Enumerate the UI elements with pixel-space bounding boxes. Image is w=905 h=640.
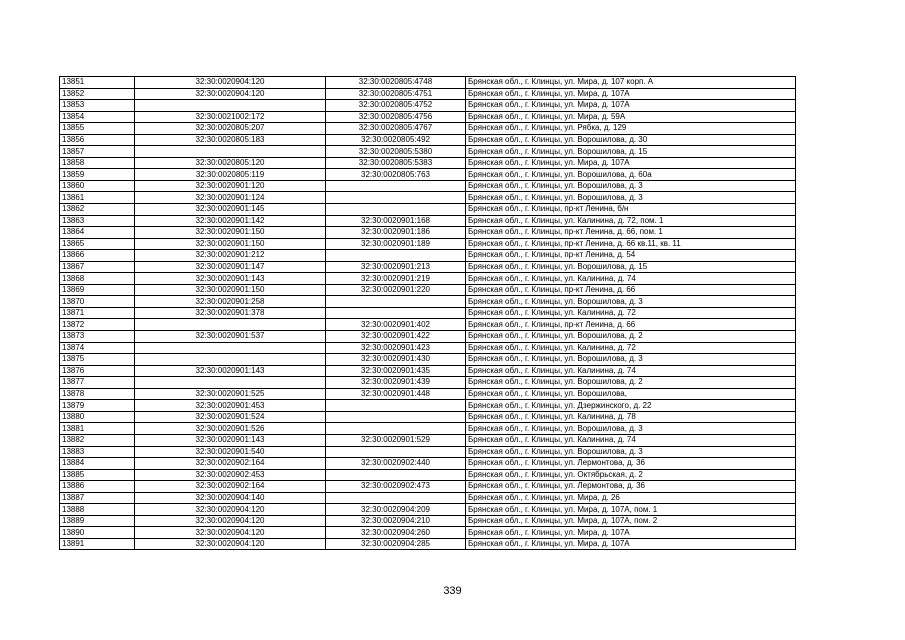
address-cell: Брянская обл., г. Клинцы, ул. Мира, д. 59А xyxy=(466,111,796,123)
table-row xyxy=(60,296,796,308)
row-number-cell: 13857 xyxy=(60,146,135,158)
address-cell: Брянская обл., г. Клинцы, ул. Мира, д. 107А xyxy=(466,100,796,112)
row-number-cell: 13872 xyxy=(60,319,135,331)
parcel-number-cell: 32:30:0020901:537 xyxy=(135,331,326,343)
address-cell: Брянская обл., г. Клинцы, ул. Мира, д. 107А xyxy=(466,538,796,550)
table-row xyxy=(60,354,796,366)
table-row xyxy=(60,446,796,458)
parcel-number-cell: 32:30:0020901:143 xyxy=(135,365,326,377)
row-number-cell: 13855 xyxy=(60,123,135,135)
parcel-number-cell: 32:30:0020901:150 xyxy=(135,238,326,250)
address-cell: Брянская обл., г. Клинцы, ул. Мира, д. 107А xyxy=(466,527,796,539)
page-number: 339 xyxy=(443,585,462,597)
object-number-cell xyxy=(326,180,466,192)
object-number-cell xyxy=(326,250,466,262)
row-number-cell: 13875 xyxy=(60,354,135,366)
object-number-cell: 32:30:0020901:220 xyxy=(326,284,466,296)
address-cell: Брянская обл., г. Клинцы, ул. Ворошилова, д. 3 xyxy=(466,192,796,204)
parcel-number-cell: 32:30:0021002:172 xyxy=(135,111,326,123)
address-cell: Брянская обл., г. Клинцы, ул. Ворошилова, д. 3 xyxy=(466,180,796,192)
object-number-cell: 32:30:0020902:440 xyxy=(326,458,466,470)
object-number-cell: 32:30:0020805:4751 xyxy=(326,88,466,100)
address-cell: Брянская обл., г. Клинцы, пр-кт Ленина, б/н xyxy=(466,204,796,216)
object-number-cell: 32:30:0020901:430 xyxy=(326,354,466,366)
row-number-cell: 13880 xyxy=(60,411,135,423)
parcel-number-cell: 32:30:0020904:120 xyxy=(135,88,326,100)
object-number-cell: 32:30:0020805:5383 xyxy=(326,157,466,169)
parcel-number-cell: 32:30:0020904:140 xyxy=(135,492,326,504)
address-cell: Брянская обл., г. Клинцы, ул. Калинина, д. 72, пом. 1 xyxy=(466,215,796,227)
address-cell: Брянская обл., г. Клинцы, ул. Калинина, д. 74 xyxy=(466,365,796,377)
row-number-cell: 13879 xyxy=(60,400,135,412)
object-number-cell: 32:30:0020901:422 xyxy=(326,331,466,343)
row-number-cell: 13886 xyxy=(60,481,135,493)
table-row xyxy=(60,100,796,112)
row-number-cell: 13890 xyxy=(60,527,135,539)
object-number-cell: 32:30:0020805:4752 xyxy=(326,100,466,112)
cadastral-table-body xyxy=(60,77,796,550)
table-row xyxy=(60,88,796,100)
table-row xyxy=(60,123,796,135)
table-row xyxy=(60,284,796,296)
object-number-cell xyxy=(326,446,466,458)
table-row xyxy=(60,146,796,158)
row-number-cell: 13856 xyxy=(60,134,135,146)
table-row xyxy=(60,250,796,262)
row-number-cell: 13887 xyxy=(60,492,135,504)
object-number-cell: 32:30:0020901:189 xyxy=(326,238,466,250)
row-number-cell: 13891 xyxy=(60,538,135,550)
table-row xyxy=(60,331,796,343)
object-number-cell: 32:30:0020901:423 xyxy=(326,342,466,354)
row-number-cell: 13871 xyxy=(60,307,135,319)
address-cell: Брянская обл., г. Клинцы, ул. Октябрьская, д. 2 xyxy=(466,469,796,481)
table-row xyxy=(60,423,796,435)
object-number-cell: 32:30:0020902:473 xyxy=(326,481,466,493)
table-row xyxy=(60,515,796,527)
object-number-cell: 32:30:0020901:435 xyxy=(326,365,466,377)
row-number-cell: 13862 xyxy=(60,204,135,216)
parcel-number-cell: 32:30:0020901:212 xyxy=(135,250,326,262)
parcel-number-cell: 32:30:0020902:453 xyxy=(135,469,326,481)
table-row xyxy=(60,481,796,493)
parcel-number-cell: 32:30:0020901:150 xyxy=(135,227,326,239)
object-number-cell xyxy=(326,192,466,204)
row-number-cell: 13888 xyxy=(60,504,135,516)
row-number-cell: 13868 xyxy=(60,273,135,285)
object-number-cell xyxy=(326,204,466,216)
row-number-cell: 13870 xyxy=(60,296,135,308)
row-number-cell: 13860 xyxy=(60,180,135,192)
row-number-cell: 13863 xyxy=(60,215,135,227)
address-cell: Брянская обл., г. Клинцы, ул. Ворошилова, xyxy=(466,388,796,400)
parcel-number-cell: 32:30:0020901:453 xyxy=(135,400,326,412)
parcel-number-cell: 32:30:0020901:525 xyxy=(135,388,326,400)
row-number-cell: 13866 xyxy=(60,250,135,262)
table-row xyxy=(60,157,796,169)
parcel-number-cell: 32:30:0020904:120 xyxy=(135,527,326,539)
address-cell: Брянская обл., г. Клинцы, ул. Ворошилова, д. 3 xyxy=(466,296,796,308)
row-number-cell: 13881 xyxy=(60,423,135,435)
parcel-number-cell xyxy=(135,100,326,112)
row-number-cell: 13852 xyxy=(60,88,135,100)
parcel-number-cell: 32:30:0020805:183 xyxy=(135,134,326,146)
address-cell: Брянская обл., г. Клинцы, пр-кт Ленина, д. 66 xyxy=(466,319,796,331)
object-number-cell: 32:30:0020805:4756 xyxy=(326,111,466,123)
table-row xyxy=(60,469,796,481)
row-number-cell: 13853 xyxy=(60,100,135,112)
object-number-cell: 32:30:0020901:213 xyxy=(326,261,466,273)
address-cell: Брянская обл., г. Клинцы, ул. Калинина, д. 78 xyxy=(466,411,796,423)
table-row xyxy=(60,238,796,250)
table-row xyxy=(60,411,796,423)
object-number-cell: 32:30:0020805:4748 xyxy=(326,77,466,89)
row-number-cell: 13883 xyxy=(60,446,135,458)
object-number-cell xyxy=(326,492,466,504)
parcel-number-cell: 32:30:0020901:150 xyxy=(135,284,326,296)
table-row xyxy=(60,180,796,192)
table-row xyxy=(60,169,796,181)
address-cell: Брянская обл., г. Клинцы, ул. Ворошилова, д. 2 xyxy=(466,331,796,343)
address-cell: Брянская обл., г. Клинцы, ул. Калинина, д. 74 xyxy=(466,434,796,446)
address-cell: Брянская обл., г. Клинцы, ул. Мира, д. 107А, пом. 1 xyxy=(466,504,796,516)
address-cell: Брянская обл., г. Клинцы, ул. Мира, д. 107А xyxy=(466,88,796,100)
address-cell: Брянская обл., г. Клинцы, ул. Калинина, д. 74 xyxy=(466,273,796,285)
row-number-cell: 13858 xyxy=(60,157,135,169)
address-cell: Брянская обл., г. Клинцы, ул. Дзержинского, д. 22 xyxy=(466,400,796,412)
object-number-cell: 32:30:0020904:209 xyxy=(326,504,466,516)
parcel-number-cell: 32:30:0020901:147 xyxy=(135,261,326,273)
parcel-number-cell xyxy=(135,354,326,366)
row-number-cell: 13869 xyxy=(60,284,135,296)
table-row xyxy=(60,377,796,389)
object-number-cell: 32:30:0020901:219 xyxy=(326,273,466,285)
table-row xyxy=(60,458,796,470)
address-cell: Брянская обл., г. Клинцы, ул. Ворошилова, д. 60а xyxy=(466,169,796,181)
table-row xyxy=(60,527,796,539)
table-row xyxy=(60,134,796,146)
parcel-number-cell: 32:30:0020901:143 xyxy=(135,273,326,285)
object-number-cell: 32:30:0020901:448 xyxy=(326,388,466,400)
address-cell: Брянская обл., г. Клинцы, ул. Мира, д. 107А, пом. 2 xyxy=(466,515,796,527)
address-cell: Брянская обл., г. Клинцы, ул. Ворошилова, д. 3 xyxy=(466,446,796,458)
parcel-number-cell: 32:30:0020901:378 xyxy=(135,307,326,319)
object-number-cell xyxy=(326,469,466,481)
table-row xyxy=(60,388,796,400)
parcel-number-cell xyxy=(135,146,326,158)
parcel-number-cell: 32:30:0020904:120 xyxy=(135,504,326,516)
parcel-number-cell: 32:30:0020901:120 xyxy=(135,180,326,192)
table-row xyxy=(60,215,796,227)
parcel-number-cell: 32:30:0020901:143 xyxy=(135,434,326,446)
object-number-cell xyxy=(326,423,466,435)
address-cell: Брянская обл., г. Клинцы, ул. Ворошилова, д. 30 xyxy=(466,134,796,146)
row-number-cell: 13859 xyxy=(60,169,135,181)
row-number-cell: 13851 xyxy=(60,77,135,89)
object-number-cell: 32:30:0020901:529 xyxy=(326,434,466,446)
row-number-cell: 13876 xyxy=(60,365,135,377)
parcel-number-cell xyxy=(135,319,326,331)
table-row xyxy=(60,538,796,550)
parcel-number-cell: 32:30:0020904:120 xyxy=(135,538,326,550)
table-row xyxy=(60,273,796,285)
address-cell: Брянская обл., г. Клинцы, ул. Калинина, д. 72 xyxy=(466,342,796,354)
table-row xyxy=(60,504,796,516)
address-cell: Брянская обл., г. Клинцы, ул. Ворошилова, д. 15 xyxy=(466,146,796,158)
row-number-cell: 13864 xyxy=(60,227,135,239)
address-cell: Брянская обл., г. Клинцы, пр-кт Ленина, д. 66 кв.11, кв. 11 xyxy=(466,238,796,250)
parcel-number-cell: 32:30:0020901:142 xyxy=(135,215,326,227)
table-row xyxy=(60,342,796,354)
row-number-cell: 13854 xyxy=(60,111,135,123)
table-row xyxy=(60,492,796,504)
row-number-cell: 13882 xyxy=(60,434,135,446)
parcel-number-cell: 32:30:0020805:120 xyxy=(135,157,326,169)
row-number-cell: 13878 xyxy=(60,388,135,400)
object-number-cell: 32:30:0020904:285 xyxy=(326,538,466,550)
parcel-number-cell xyxy=(135,377,326,389)
table-row xyxy=(60,307,796,319)
row-number-cell: 13861 xyxy=(60,192,135,204)
address-cell: Брянская обл., г. Клинцы, ул. Лермонтова, д. 36 xyxy=(466,458,796,470)
object-number-cell xyxy=(326,400,466,412)
object-number-cell: 32:30:0020901:186 xyxy=(326,227,466,239)
address-cell: Брянская обл., г. Клинцы, ул. Ворошилова, д. 2 xyxy=(466,377,796,389)
address-cell: Брянская обл., г. Клинцы, ул. Рябка, д. 129 xyxy=(466,123,796,135)
parcel-number-cell: 32:30:0020901:524 xyxy=(135,411,326,423)
row-number-cell: 13874 xyxy=(60,342,135,354)
object-number-cell: 32:30:0020805:492 xyxy=(326,134,466,146)
parcel-number-cell: 32:30:0020902:164 xyxy=(135,458,326,470)
parcel-number-cell: 32:30:0020805:207 xyxy=(135,123,326,135)
address-cell: Брянская обл., г. Клинцы, ул. Калинина, д. 72 xyxy=(466,307,796,319)
address-cell: Брянская обл., г. Клинцы, ул. Ворошилова, д. 15 xyxy=(466,261,796,273)
parcel-number-cell: 32:30:0020904:120 xyxy=(135,515,326,527)
table-row xyxy=(60,400,796,412)
object-number-cell: 32:30:0020901:168 xyxy=(326,215,466,227)
row-number-cell: 13865 xyxy=(60,238,135,250)
object-number-cell: 32:30:0020805:5380 xyxy=(326,146,466,158)
row-number-cell: 13867 xyxy=(60,261,135,273)
parcel-number-cell: 32:30:0020901:540 xyxy=(135,446,326,458)
table-row xyxy=(60,111,796,123)
table-row xyxy=(60,204,796,216)
table-row xyxy=(60,434,796,446)
row-number-cell: 13889 xyxy=(60,515,135,527)
address-cell: Брянская обл., г. Клинцы, ул. Ворошилова, д. 3 xyxy=(466,423,796,435)
object-number-cell: 32:30:0020904:260 xyxy=(326,527,466,539)
row-number-cell: 13873 xyxy=(60,331,135,343)
object-number-cell xyxy=(326,296,466,308)
object-number-cell xyxy=(326,307,466,319)
object-number-cell: 32:30:0020805:4767 xyxy=(326,123,466,135)
row-number-cell: 13884 xyxy=(60,458,135,470)
cadastral-table xyxy=(59,76,796,550)
address-cell: Брянская обл., г. Клинцы, ул. Лермонтова, д. 36 xyxy=(466,481,796,493)
table-row xyxy=(60,77,796,89)
parcel-number-cell xyxy=(135,342,326,354)
parcel-number-cell: 32:30:0020805:119 xyxy=(135,169,326,181)
row-number-cell: 13877 xyxy=(60,377,135,389)
parcel-number-cell: 32:30:0020901:145 xyxy=(135,204,326,216)
table-row xyxy=(60,261,796,273)
object-number-cell: 32:30:0020805:763 xyxy=(326,169,466,181)
object-number-cell xyxy=(326,411,466,423)
table-row xyxy=(60,319,796,331)
address-cell: Брянская обл., г. Клинцы, ул. Мира, д. 107 корп. А xyxy=(466,77,796,89)
parcel-number-cell: 32:30:0020901:258 xyxy=(135,296,326,308)
row-number-cell: 13885 xyxy=(60,469,135,481)
address-cell: Брянская обл., г. Клинцы, ул. Ворошилова, д. 3 xyxy=(466,354,796,366)
table-row xyxy=(60,365,796,377)
address-cell: Брянская обл., г. Клинцы, пр-кт Ленина, д. 54 xyxy=(466,250,796,262)
parcel-number-cell: 32:30:0020901:526 xyxy=(135,423,326,435)
address-cell: Брянская обл., г. Клинцы, ул. Мира, д. 107А xyxy=(466,157,796,169)
table-row xyxy=(60,227,796,239)
object-number-cell: 32:30:0020904:210 xyxy=(326,515,466,527)
object-number-cell: 32:30:0020901:439 xyxy=(326,377,466,389)
parcel-number-cell: 32:30:0020902:164 xyxy=(135,481,326,493)
address-cell: Брянская обл., г. Клинцы, пр-кт Ленина, д. 66, пом. 1 xyxy=(466,227,796,239)
parcel-number-cell: 32:30:0020904:120 xyxy=(135,77,326,89)
address-cell: Брянская обл., г. Клинцы, ул. Мира, д. 26 xyxy=(466,492,796,504)
object-number-cell: 32:30:0020901:402 xyxy=(326,319,466,331)
address-cell: Брянская обл., г. Клинцы, пр-кт Ленина, д. 66 xyxy=(466,284,796,296)
parcel-number-cell: 32:30:0020901:124 xyxy=(135,192,326,204)
table-row xyxy=(60,192,796,204)
